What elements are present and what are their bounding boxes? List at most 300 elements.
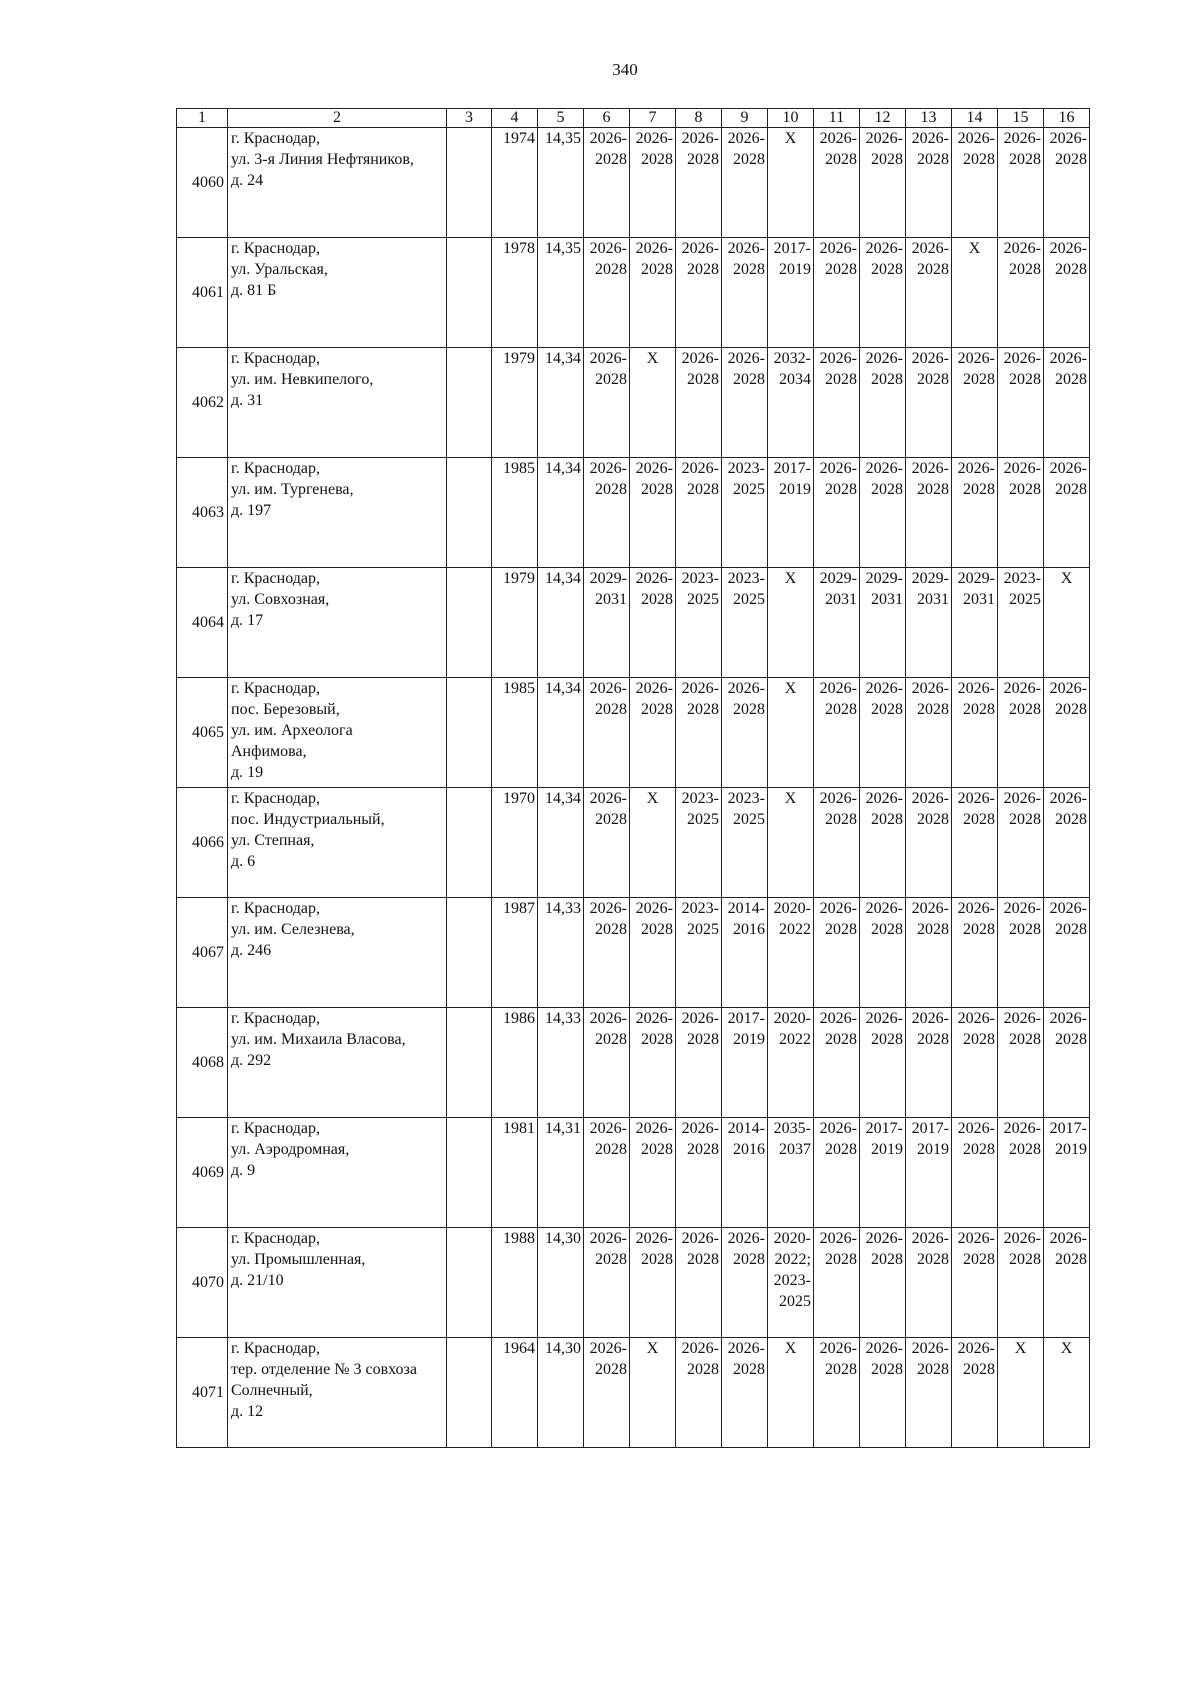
period-cell-text: 2026- 2028 <box>957 1340 995 1378</box>
row-number-text: 4068 <box>192 1054 224 1071</box>
period-cell <box>998 348 1044 458</box>
value-cell <box>538 128 584 238</box>
row-number <box>177 1338 228 1448</box>
period-cell <box>584 568 630 678</box>
value-cell <box>538 788 584 898</box>
address-cell <box>228 348 447 458</box>
period-cell-text: 2026- 2028 <box>819 1010 857 1048</box>
period-cell <box>722 1118 768 1228</box>
period-cell-text: 2026- 2028 <box>1049 1230 1087 1268</box>
period-cell-text: 2026- 2028 <box>819 460 857 498</box>
row-number <box>177 568 228 678</box>
col3-cell <box>447 568 492 678</box>
period-cell <box>630 1338 676 1448</box>
value-cell-text: 14,30 <box>545 1340 581 1357</box>
value-cell-text: 14,35 <box>545 240 581 257</box>
period-cell <box>768 1118 814 1228</box>
period-cell <box>998 898 1044 1008</box>
period-cell-text: 2026- 2028 <box>865 1340 903 1378</box>
period-cell <box>860 348 906 458</box>
address-cell-text: г. Краснодар, тер. отделение № 3 совхоза Солнечный, д. 12 <box>231 1340 417 1420</box>
period-cell <box>1044 128 1090 238</box>
period-cell-text: 2023- 2025 <box>727 790 765 828</box>
address-cell <box>228 898 447 1008</box>
value-cell-text: 14,34 <box>545 460 581 477</box>
period-cell <box>630 678 676 788</box>
period-cell <box>768 898 814 1008</box>
table-header-row <box>177 109 1090 128</box>
period-cell <box>906 1228 952 1338</box>
period-cell <box>630 128 676 238</box>
period-cell <box>814 788 860 898</box>
period-cell-text: 2026- 2028 <box>911 240 949 278</box>
value-cell <box>538 1228 584 1338</box>
period-cell-text: 2026- 2028 <box>865 680 903 718</box>
period-cell <box>722 1008 768 1118</box>
period-cell <box>860 1118 906 1228</box>
column-header: 14 <box>952 109 998 128</box>
period-cell <box>998 458 1044 568</box>
period-cell <box>722 678 768 788</box>
period-cell <box>906 1008 952 1118</box>
period-cell <box>952 348 998 458</box>
period-cell-text: 2026- 2028 <box>1003 240 1041 278</box>
table-row <box>177 1228 1090 1338</box>
column-header: 8 <box>676 109 722 128</box>
row-number-text: 4066 <box>192 834 224 851</box>
period-cell <box>906 1338 952 1448</box>
period-cell-text: 2026- 2028 <box>819 680 857 718</box>
column-header: 3 <box>447 109 492 128</box>
period-cell-text: 2026- 2028 <box>635 1010 673 1048</box>
period-cell-text: 2026- 2028 <box>1049 680 1087 718</box>
period-cell <box>906 788 952 898</box>
period-cell <box>584 1008 630 1118</box>
period-cell-text: 2026- 2028 <box>635 900 673 938</box>
period-cell-text: 2026- 2028 <box>589 1120 627 1158</box>
period-cell <box>906 128 952 238</box>
period-cell <box>1044 238 1090 348</box>
period-cell <box>722 1228 768 1338</box>
address-cell-text: г. Краснодар, ул. Промышленная, д. 21/10 <box>231 1230 366 1289</box>
period-cell <box>952 1228 998 1338</box>
year-cell-text: 1985 <box>503 460 535 477</box>
value-cell <box>538 238 584 348</box>
period-cell-text: 2026- 2028 <box>865 130 903 168</box>
period-cell-text: 2023- 2025 <box>727 460 765 498</box>
year-cell-text: 1979 <box>503 570 535 587</box>
value-cell-text: 14,35 <box>545 130 581 147</box>
address-cell <box>228 568 447 678</box>
period-cell-text: 2026- 2028 <box>727 240 765 278</box>
period-cell <box>676 898 722 1008</box>
period-cell <box>768 678 814 788</box>
period-cell <box>768 1338 814 1448</box>
column-header: 15 <box>998 109 1044 128</box>
period-cell-text: 2026- 2028 <box>957 460 995 498</box>
address-cell-text: г. Краснодар, ул. 3-я Линия Нефтяников, д. 24 <box>231 130 414 189</box>
period-cell-text: 2023- 2025 <box>727 570 765 608</box>
page-number: 340 <box>612 60 638 79</box>
row-number-text: 4061 <box>192 284 224 301</box>
year-cell-text: 1979 <box>503 350 535 367</box>
period-cell-text: 2026- 2028 <box>681 1230 719 1268</box>
period-cell <box>952 1008 998 1118</box>
period-cell-text: 2026- 2028 <box>681 1340 719 1378</box>
period-cell <box>906 458 952 568</box>
period-cell-text: 2026- 2028 <box>957 1120 995 1158</box>
table-row <box>177 1118 1090 1228</box>
period-cell <box>998 568 1044 678</box>
address-cell <box>228 678 447 788</box>
period-cell <box>998 128 1044 238</box>
row-number <box>177 898 228 1008</box>
period-cell-text: 2017- 2019 <box>727 1010 765 1048</box>
period-cell <box>1044 348 1090 458</box>
period-cell <box>860 678 906 788</box>
period-cell <box>860 568 906 678</box>
period-cell-text: 2026- 2028 <box>911 1340 949 1378</box>
period-cell <box>860 458 906 568</box>
column-header: 10 <box>768 109 814 128</box>
address-cell <box>228 1338 447 1448</box>
row-number-text: 4060 <box>192 174 224 191</box>
address-cell-text: г. Краснодар, ул. им. Михаила Власова, д. 292 <box>231 1010 406 1069</box>
period-cell-text: 2020- 2022; 2023- 2025 <box>773 1230 811 1310</box>
year-cell <box>492 1118 538 1228</box>
period-cell <box>906 1118 952 1228</box>
period-cell-text: 2023- 2025 <box>681 570 719 608</box>
row-number-text: 4070 <box>192 1274 224 1291</box>
period-cell-text: 2026- 2028 <box>635 130 673 168</box>
address-cell-text: г. Краснодар, пос. Березовый, ул. им. Археолога Анфимова, д. 19 <box>231 680 353 781</box>
period-cell <box>998 678 1044 788</box>
column-header: 9 <box>722 109 768 128</box>
period-cell-text: 2026- 2028 <box>865 900 903 938</box>
value-cell <box>538 1338 584 1448</box>
period-cell-text: 2026- 2028 <box>911 900 949 938</box>
year-cell <box>492 678 538 788</box>
period-cell-text: 2029- 2031 <box>589 570 627 608</box>
period-cell <box>814 348 860 458</box>
period-cell <box>722 348 768 458</box>
period-cell <box>584 128 630 238</box>
period-cell-text: 2026- 2028 <box>1003 1010 1041 1048</box>
period-cell-text: 2017- 2019 <box>773 240 811 278</box>
col3-cell <box>447 1338 492 1448</box>
period-cell <box>630 1008 676 1118</box>
period-cell-text: 2026- 2028 <box>635 1120 673 1158</box>
period-cell-text: 2026- 2028 <box>911 1010 949 1048</box>
period-cell-text: 2026- 2028 <box>957 790 995 828</box>
period-cell <box>998 1338 1044 1448</box>
table-row <box>177 788 1090 898</box>
period-cell <box>722 788 768 898</box>
year-cell-text: 1964 <box>503 1340 535 1357</box>
period-cell <box>676 348 722 458</box>
column-header: 12 <box>860 109 906 128</box>
year-cell-text: 1987 <box>503 900 535 917</box>
col3-cell <box>447 898 492 1008</box>
address-cell-text: г. Краснодар, ул. Аэродромная, д. 9 <box>231 1120 350 1179</box>
period-cell <box>906 348 952 458</box>
row-number <box>177 1118 228 1228</box>
period-cell <box>952 128 998 238</box>
period-cell-text: 2026- 2028 <box>911 460 949 498</box>
row-number <box>177 1008 228 1118</box>
value-cell <box>538 568 584 678</box>
period-cell-text: 2026- 2028 <box>635 460 673 498</box>
period-cell <box>676 568 722 678</box>
period-cell-text: 2026- 2028 <box>819 1230 857 1268</box>
period-cell <box>584 1338 630 1448</box>
period-cell-text: 2020- 2022 <box>773 1010 811 1048</box>
period-cell-text: 2026- 2028 <box>727 1340 765 1378</box>
period-cell <box>584 1228 630 1338</box>
period-cell <box>676 788 722 898</box>
period-cell <box>630 238 676 348</box>
period-cell-text: 2026- 2028 <box>1049 900 1087 938</box>
period-cell-text: 2026- 2028 <box>1003 350 1041 388</box>
period-cell-text: 2026- 2028 <box>957 1230 995 1268</box>
address-cell-text: г. Краснодар, ул. им. Селезнева, д. 246 <box>231 900 355 959</box>
value-cell-text: 14,34 <box>545 570 581 587</box>
period-cell <box>952 788 998 898</box>
period-cell <box>952 678 998 788</box>
column-header: 5 <box>538 109 584 128</box>
period-cell <box>860 238 906 348</box>
period-cell <box>676 458 722 568</box>
period-cell <box>676 1008 722 1118</box>
period-cell <box>584 898 630 1008</box>
address-cell-text: г. Краснодар, ул. Уральская, д. 81 Б <box>231 240 328 299</box>
period-cell-text: Х <box>784 680 797 697</box>
period-cell <box>768 128 814 238</box>
period-cell-text: 2026- 2028 <box>589 1340 627 1378</box>
row-number <box>177 238 228 348</box>
value-cell <box>538 458 584 568</box>
period-cell-text: 2026- 2028 <box>635 570 673 608</box>
year-cell-text: 1974 <box>503 130 535 147</box>
period-cell <box>676 238 722 348</box>
period-cell <box>1044 568 1090 678</box>
period-cell-text: Х <box>646 790 659 807</box>
period-cell-text: 2026- 2028 <box>1003 1230 1041 1268</box>
period-cell-text: 2026- 2028 <box>589 240 627 278</box>
period-cell <box>814 678 860 788</box>
period-cell <box>860 898 906 1008</box>
period-cell <box>676 1338 722 1448</box>
period-cell <box>1044 1228 1090 1338</box>
period-cell <box>814 898 860 1008</box>
period-cell <box>722 898 768 1008</box>
period-cell-text: 2017- 2019 <box>911 1120 949 1158</box>
period-cell-text: 2029- 2031 <box>819 570 857 608</box>
column-header: 1 <box>177 109 228 128</box>
period-cell-text: 2026- 2028 <box>911 680 949 718</box>
column-header: 16 <box>1044 109 1090 128</box>
row-number-text: 4071 <box>192 1384 224 1401</box>
table-row <box>177 678 1090 788</box>
col3-cell <box>447 128 492 238</box>
year-cell <box>492 1228 538 1338</box>
period-cell-text: 2026- 2028 <box>1003 900 1041 938</box>
period-cell-text: 2026- 2028 <box>681 1010 719 1048</box>
column-header: 6 <box>584 109 630 128</box>
period-cell-text: 2026- 2028 <box>819 130 857 168</box>
period-cell-text: 2026- 2028 <box>1003 1120 1041 1158</box>
period-cell-text: 2026- 2028 <box>589 680 627 718</box>
value-cell <box>538 348 584 458</box>
period-cell-text: Х <box>1060 1340 1073 1357</box>
period-cell <box>722 128 768 238</box>
period-cell-text: 2026- 2028 <box>819 790 857 828</box>
period-cell <box>952 458 998 568</box>
period-cell <box>998 1228 1044 1338</box>
address-cell <box>228 458 447 568</box>
period-cell <box>676 678 722 788</box>
period-cell <box>998 1008 1044 1118</box>
table-row <box>177 458 1090 568</box>
period-cell <box>814 458 860 568</box>
year-cell <box>492 568 538 678</box>
year-cell <box>492 348 538 458</box>
period-cell-text: 2026- 2028 <box>819 1120 857 1158</box>
period-cell <box>584 788 630 898</box>
period-cell-text: Х <box>646 350 659 367</box>
period-cell-text: 2026- 2028 <box>911 790 949 828</box>
period-cell-text: Х <box>784 1340 797 1357</box>
period-cell <box>630 568 676 678</box>
period-cell-text: 2026- 2028 <box>865 1010 903 1048</box>
period-cell-text: 2026- 2028 <box>681 240 719 278</box>
period-cell <box>1044 678 1090 788</box>
period-cell <box>814 1008 860 1118</box>
period-cell <box>952 1118 998 1228</box>
period-cell <box>860 1008 906 1118</box>
period-cell <box>814 1118 860 1228</box>
period-cell-text: 2026- 2028 <box>865 460 903 498</box>
col3-cell <box>447 348 492 458</box>
value-cell <box>538 678 584 788</box>
address-cell <box>228 128 447 238</box>
period-cell <box>952 898 998 1008</box>
row-number <box>177 788 228 898</box>
period-cell-text: 2017- 2019 <box>865 1120 903 1158</box>
row-number-text: 4067 <box>192 944 224 961</box>
period-cell <box>630 458 676 568</box>
period-cell <box>998 238 1044 348</box>
buildings-table <box>176 108 1090 1448</box>
period-cell-text: 2029- 2031 <box>865 570 903 608</box>
period-cell-text: 2017- 2019 <box>773 460 811 498</box>
year-cell <box>492 128 538 238</box>
row-number-text: 4063 <box>192 504 224 521</box>
period-cell <box>1044 1118 1090 1228</box>
period-cell <box>906 898 952 1008</box>
row-number-text: 4064 <box>192 614 224 631</box>
period-cell-text: 2026- 2028 <box>1003 130 1041 168</box>
period-cell-text: 2020- 2022 <box>773 900 811 938</box>
address-cell <box>228 1228 447 1338</box>
period-cell-text: 2026- 2028 <box>1049 460 1087 498</box>
period-cell-text: 2026- 2028 <box>865 350 903 388</box>
period-cell-text: 2026- 2028 <box>1003 460 1041 498</box>
period-cell <box>952 238 998 348</box>
col3-cell <box>447 1118 492 1228</box>
column-header: 2 <box>228 109 447 128</box>
period-cell-text: 2026- 2028 <box>681 130 719 168</box>
period-cell <box>722 568 768 678</box>
period-cell <box>998 788 1044 898</box>
period-cell-text: Х <box>784 570 797 587</box>
period-cell-text: 2026- 2028 <box>819 1340 857 1378</box>
year-cell-text: 1978 <box>503 240 535 257</box>
period-cell-text: 2026- 2028 <box>589 1230 627 1268</box>
table-row <box>177 238 1090 348</box>
table-row <box>177 128 1090 238</box>
period-cell-text: Х <box>968 240 981 257</box>
col3-cell <box>447 1228 492 1338</box>
period-cell-text: 2026- 2028 <box>727 680 765 718</box>
period-cell-text: 2026- 2028 <box>819 240 857 278</box>
address-cell <box>228 1118 447 1228</box>
period-cell-text: 2026- 2028 <box>957 680 995 718</box>
year-cell-text: 1970 <box>503 790 535 807</box>
year-cell <box>492 238 538 348</box>
period-cell <box>630 348 676 458</box>
period-cell-text: 2026- 2028 <box>819 900 857 938</box>
period-cell-text: 2026- 2028 <box>589 1010 627 1048</box>
period-cell <box>676 1228 722 1338</box>
period-cell <box>860 788 906 898</box>
col3-cell <box>447 458 492 568</box>
value-cell-text: 14,34 <box>545 790 581 807</box>
column-header: 7 <box>630 109 676 128</box>
row-number <box>177 678 228 788</box>
period-cell <box>814 568 860 678</box>
period-cell <box>630 1228 676 1338</box>
year-cell <box>492 898 538 1008</box>
year-cell-text: 1981 <box>503 1120 535 1137</box>
period-cell-text: 2026- 2028 <box>1003 680 1041 718</box>
period-cell <box>768 348 814 458</box>
period-cell-text: Х <box>1060 570 1073 587</box>
value-cell-text: 14,31 <box>545 1120 581 1137</box>
period-cell-text: 2026- 2028 <box>681 350 719 388</box>
value-cell-text: 14,33 <box>545 900 581 917</box>
period-cell-text: 2023- 2025 <box>1003 570 1041 608</box>
year-cell <box>492 1338 538 1448</box>
period-cell <box>722 238 768 348</box>
period-cell <box>952 1338 998 1448</box>
period-cell-text: 2026- 2028 <box>727 350 765 388</box>
period-cell <box>1044 898 1090 1008</box>
col3-cell <box>447 678 492 788</box>
period-cell <box>722 1338 768 1448</box>
row-number <box>177 128 228 238</box>
period-cell <box>1044 788 1090 898</box>
period-cell-text: 2014- 2016 <box>727 1120 765 1158</box>
value-cell-text: 14,34 <box>545 680 581 697</box>
period-cell <box>722 458 768 568</box>
row-number-text: 4069 <box>192 1164 224 1181</box>
column-header: 13 <box>906 109 952 128</box>
period-cell <box>860 1228 906 1338</box>
period-cell-text: 2026- 2028 <box>589 130 627 168</box>
row-number-text: 4065 <box>192 724 224 741</box>
period-cell <box>630 788 676 898</box>
